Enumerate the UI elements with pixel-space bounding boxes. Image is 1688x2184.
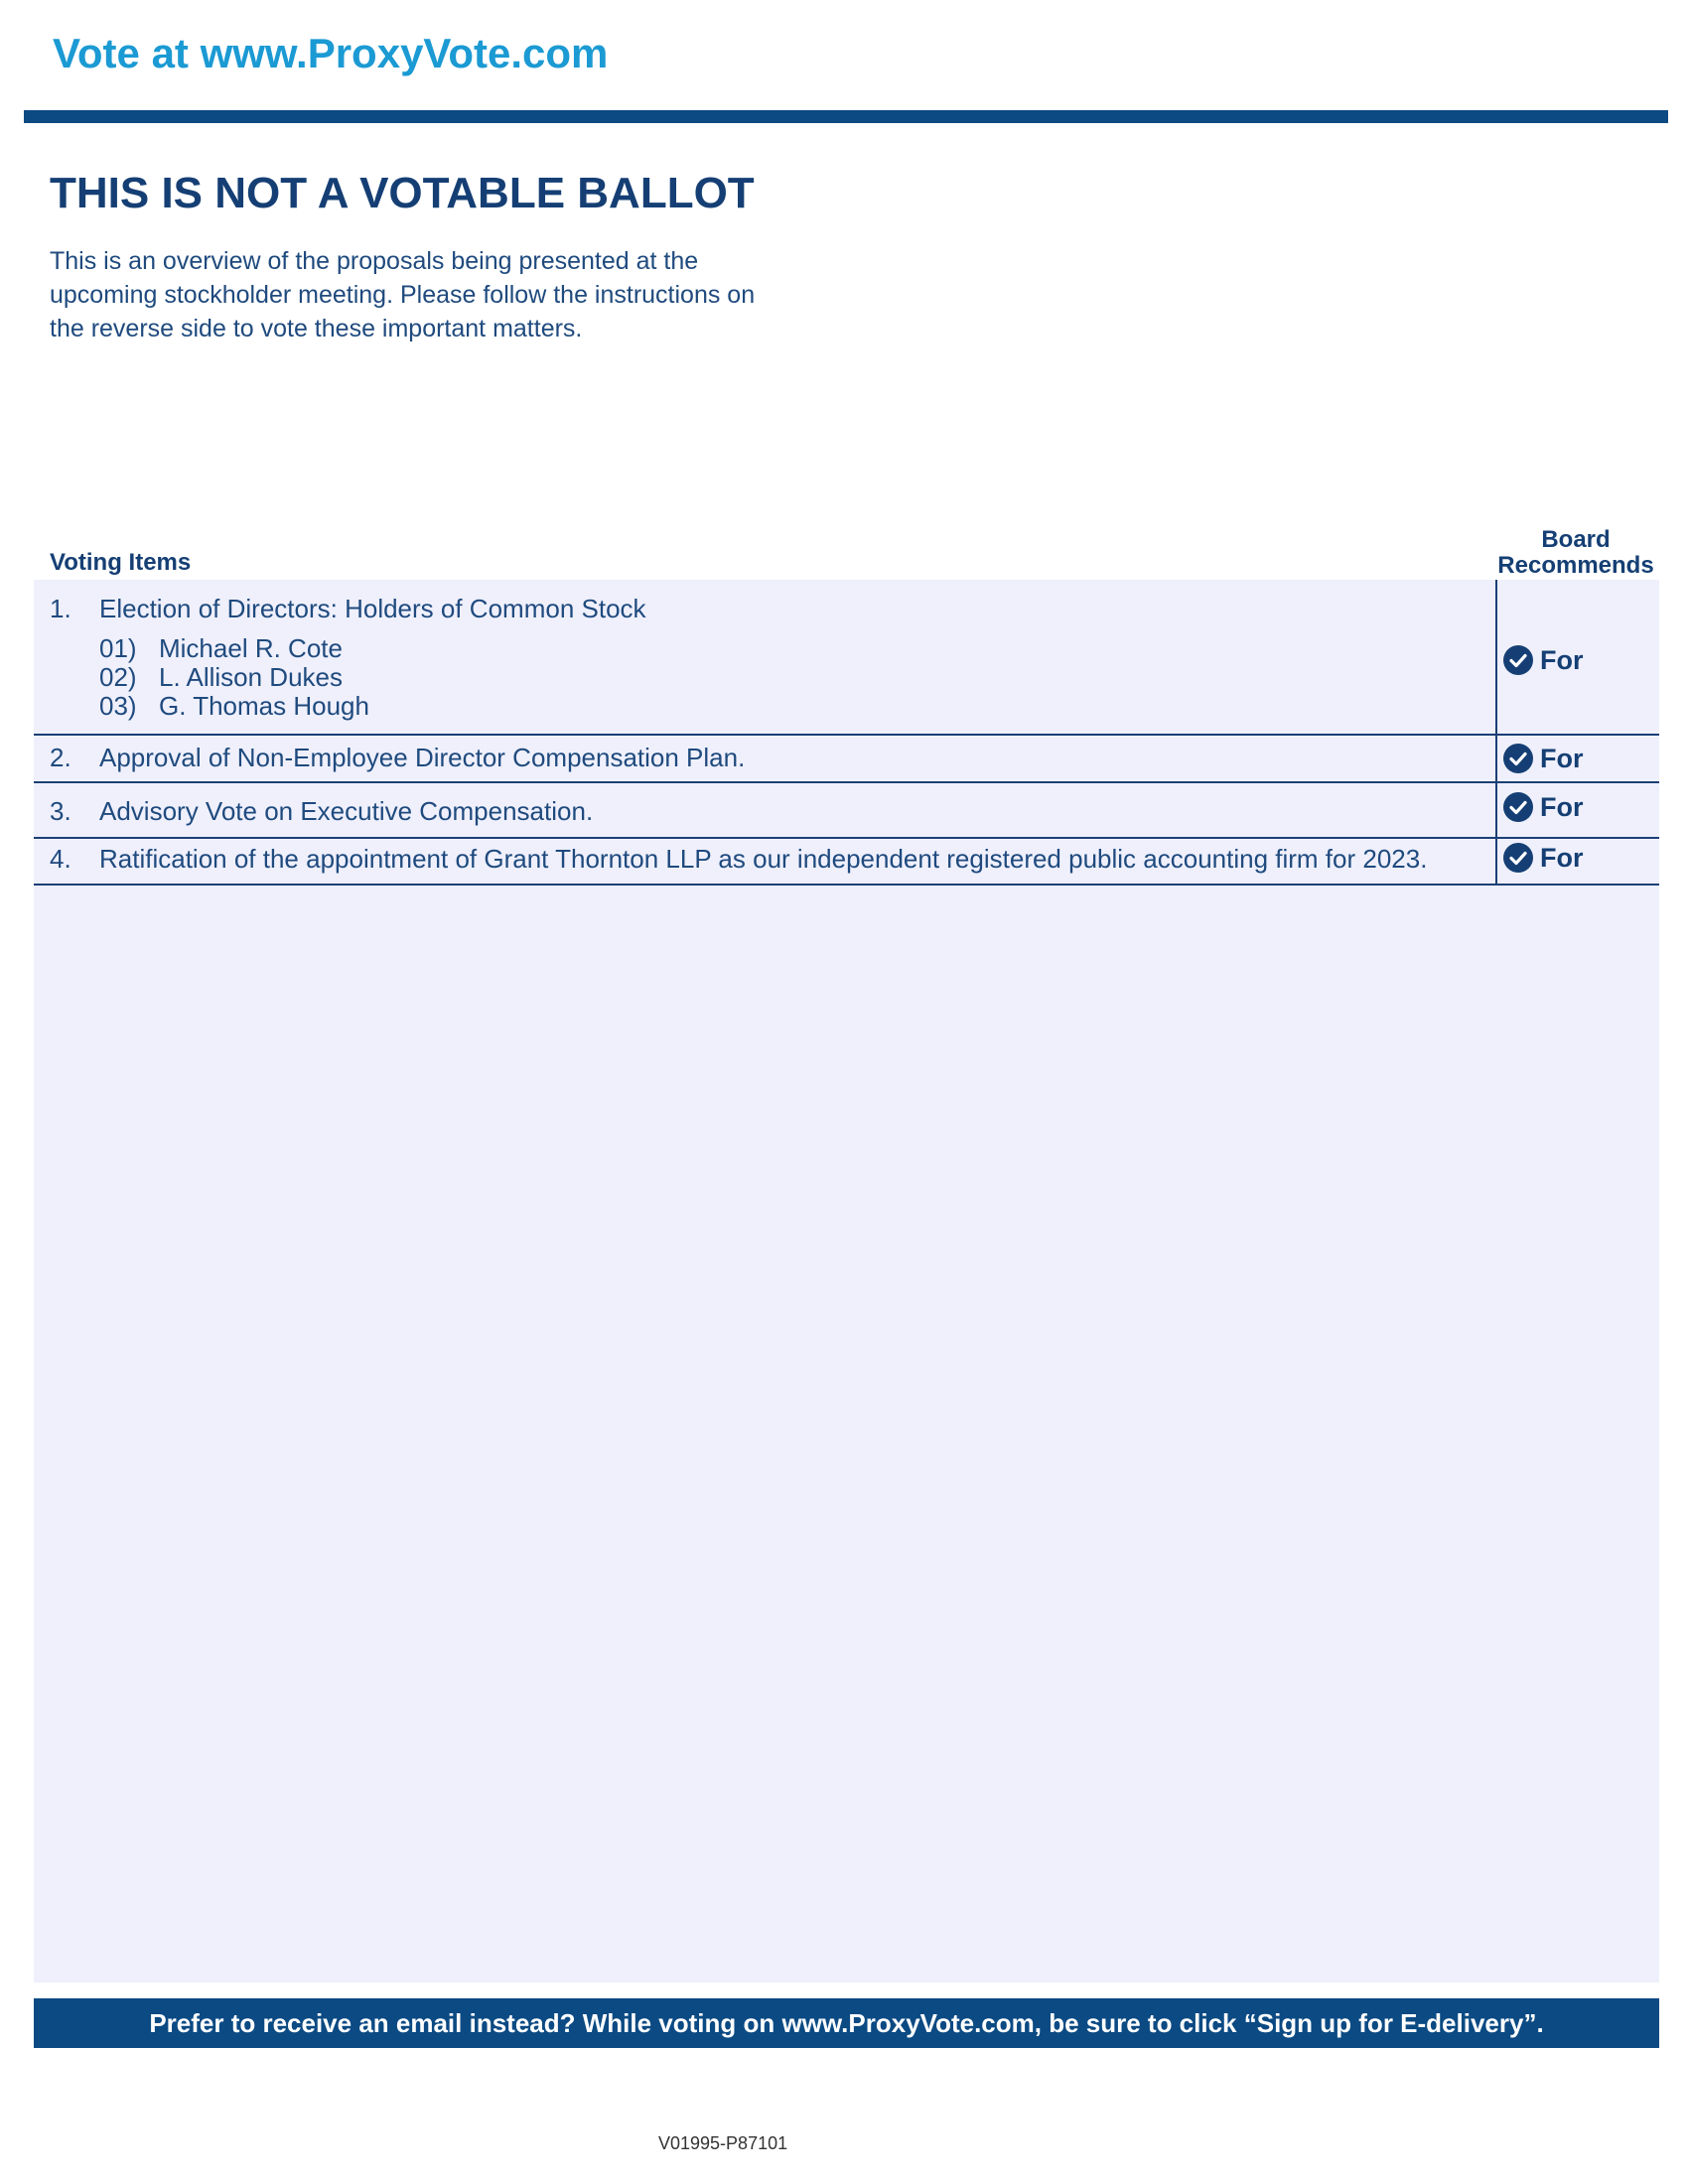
intro-line: the reverse side to vote these important matters. [50,315,583,342]
voting-items-header: Voting Items [50,549,192,576]
voting-items-panel [34,580,1659,1982]
intro-text [50,244,943,345]
item-number: 3. [50,796,71,826]
item-number: 2. [50,743,71,772]
check-circle-icon [1502,644,1534,676]
row-divider [34,734,1659,736]
item-text: Approval of Non-Employee Director Compensation Plan. [99,743,746,772]
recommendation-label: For [1540,644,1584,675]
recommendation [1502,791,1584,823]
intro-line: upcoming stockholder meeting. Please follow the instructions on [50,281,756,309]
recommendation-label: For [1540,743,1584,773]
nominee-code: 01) [99,633,137,663]
intro-line: This is an overview of the proposals being presented at the [50,247,699,275]
board-header-line: Board [1541,526,1611,553]
item-text: Ratification of the appointment of Grant Thornton LLP as our independent registered public accounting firm for 2023. [99,844,1428,874]
board-header-line: Recommends [1497,552,1654,579]
nominee [99,662,343,693]
nominee-name: Michael R. Cote [159,633,343,663]
row-divider [34,837,1659,839]
nominee-name: L. Allison Dukes [159,662,343,692]
nominee-code: 02) [99,662,137,692]
row-divider [34,781,1659,783]
edelivery-banner [34,1998,1659,2048]
nominee [99,633,343,664]
check-circle-icon [1502,842,1534,874]
recommendation [1502,644,1584,676]
recommendation-label: For [1540,791,1584,822]
nominee [99,691,369,722]
recommendation [1502,842,1584,874]
nominee-code: 03) [99,691,137,721]
header-title[interactable]: Vote at www.ProxyVote.com [53,30,609,76]
nominee-name: G. Thomas Hough [159,691,369,721]
header-rule [24,110,1668,123]
row-divider [34,884,1659,886]
board-recommends-header [1494,527,1657,579]
check-circle-icon [1502,791,1534,823]
column-divider [1495,580,1497,886]
edelivery-message: Prefer to receive an email instead? While voting on www.ProxyVote.com, be sure to click “Sign up for E-delivery”. [149,2007,1544,2038]
check-circle-icon [1502,743,1534,774]
item-number: 1. [50,594,71,623]
document-code: V01995-P87101 [658,2133,788,2153]
recommendation-label: For [1540,842,1584,873]
item-number: 4. [50,844,71,874]
recommendation [1502,743,1584,774]
item-text: Advisory Vote on Executive Compensation. [99,796,594,826]
page-title: THIS IS NOT A VOTABLE BALLOT [50,169,755,217]
item-text: Election of Directors: Holders of Common Stock [99,594,646,623]
